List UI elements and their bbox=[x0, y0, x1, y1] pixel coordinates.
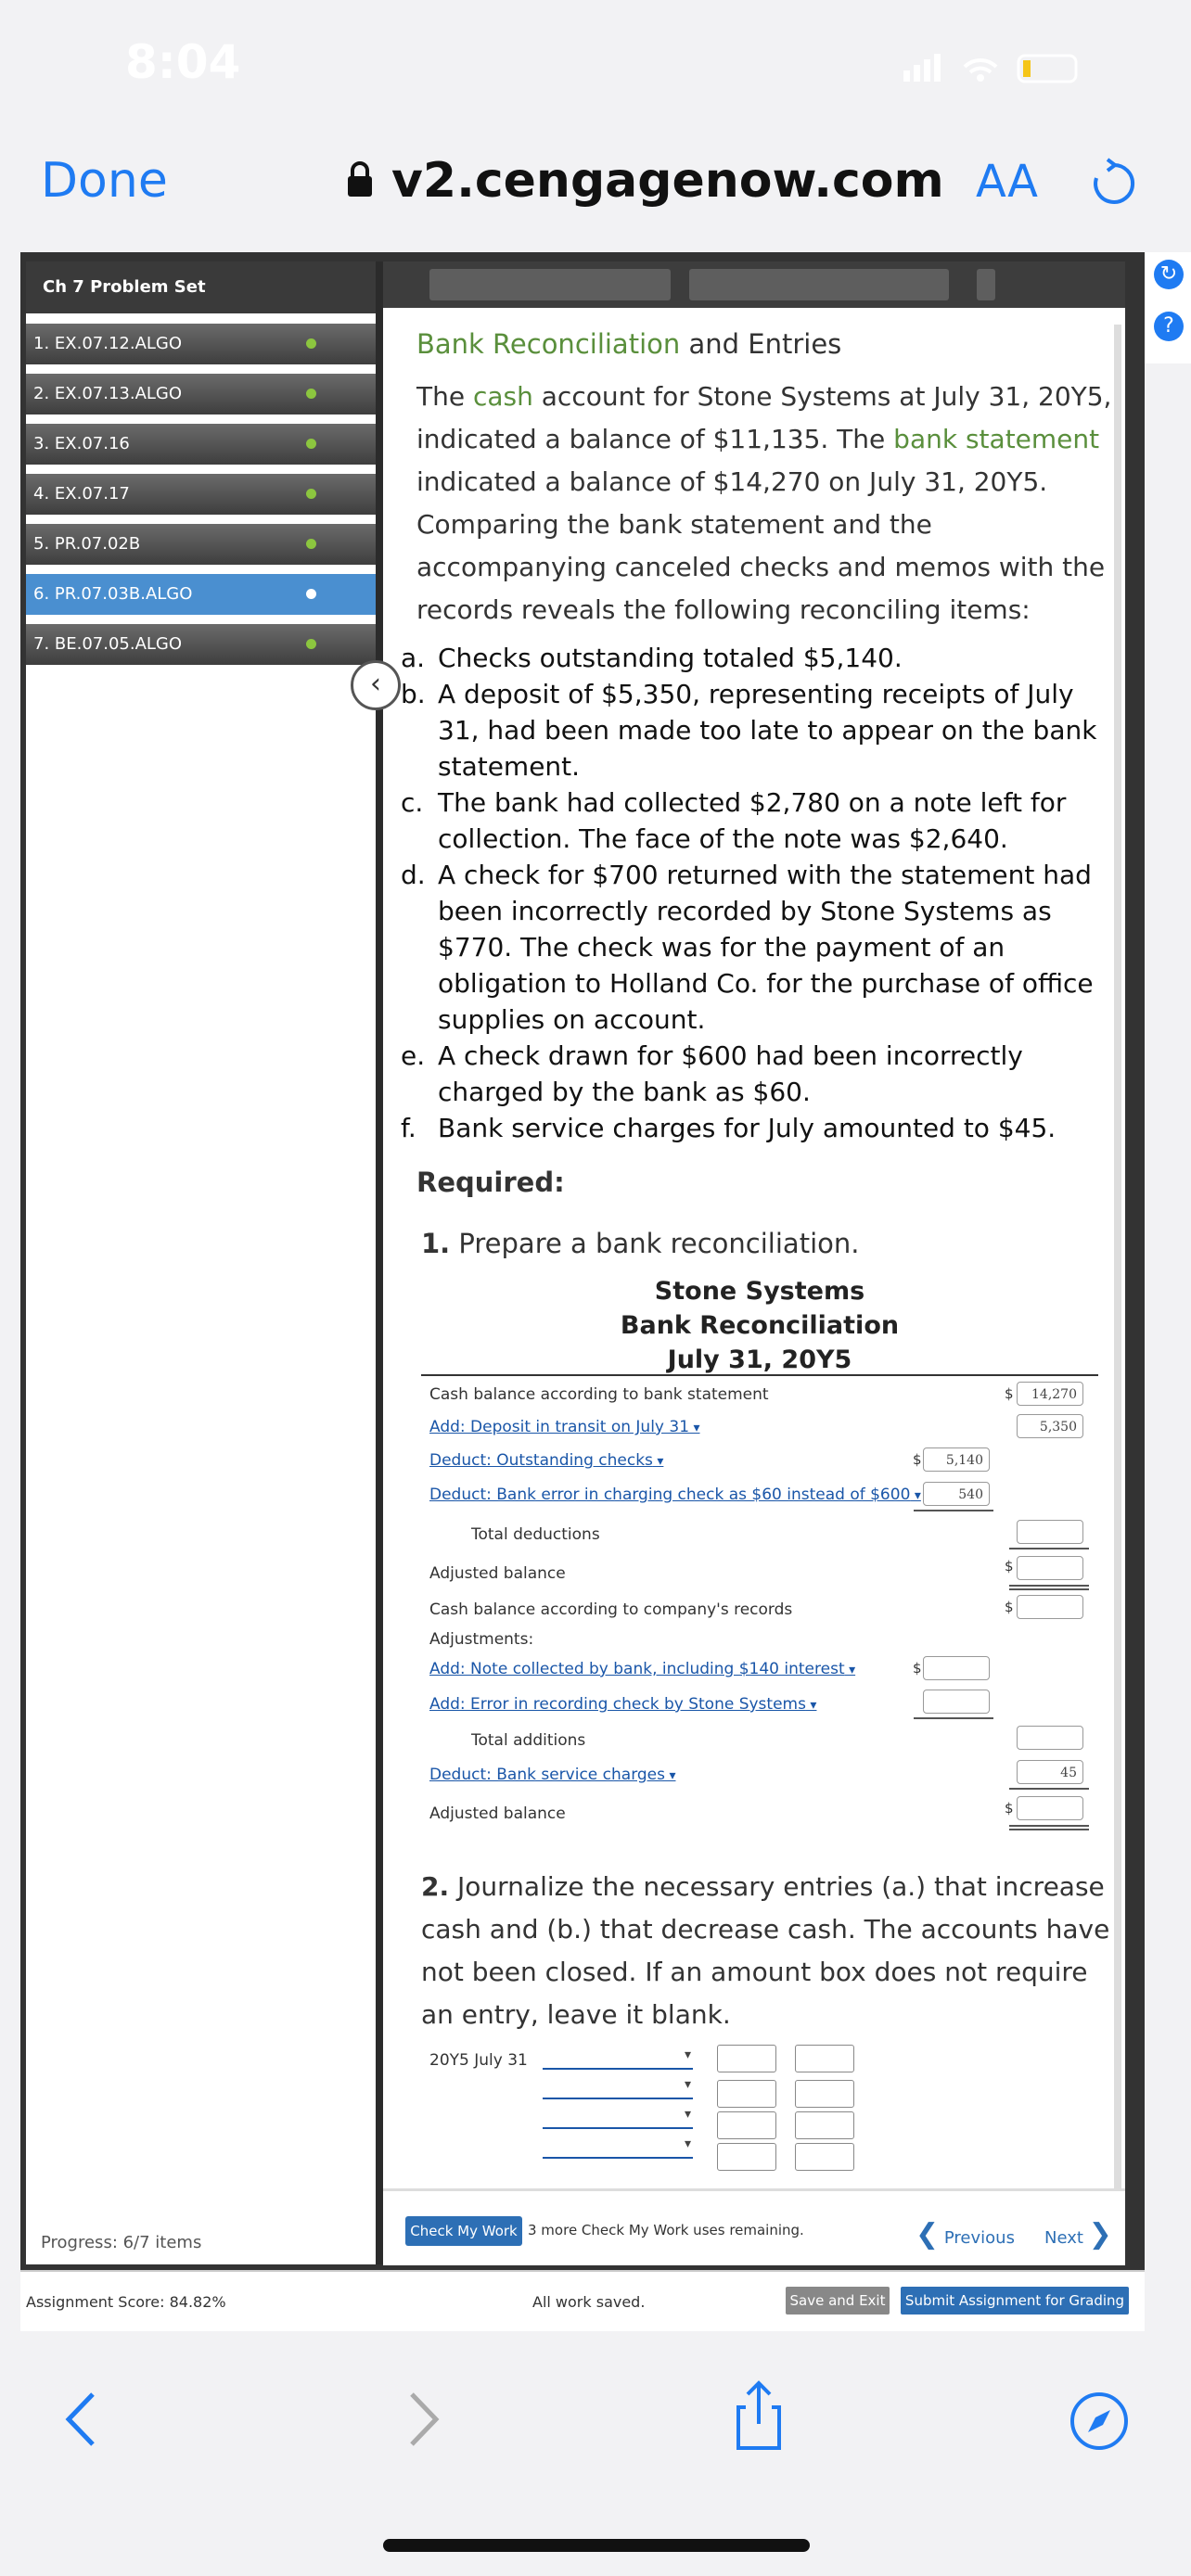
item-text: A deposit of $5,350, representing receipts of July 31, had been made too late to appear on the bank statement. bbox=[438, 679, 1097, 782]
adjustments-label: Adjustments: bbox=[429, 1630, 534, 1649]
bank-balance-input[interactable]: 14,270 bbox=[1017, 1382, 1083, 1406]
item-text: The bank had collected $2,780 on a note left for collection. The face of the note was $2,640. bbox=[438, 787, 1067, 854]
previous-label: Previous bbox=[943, 2228, 1015, 2248]
journal-account-select-3[interactable] bbox=[543, 2107, 693, 2129]
status-dot-icon bbox=[306, 539, 316, 549]
sidebar-item-label: 7. BE.07.05.ALGO bbox=[33, 634, 183, 654]
toolbar-menu-icon[interactable] bbox=[977, 269, 995, 300]
item-text: A check for $700 returned with the statement had been incorrectly recorded by Stone Systems as $770. The check was for the payment of an obligation to Holland Co. for the purchase of office supplies on account. bbox=[438, 860, 1094, 1035]
journal-debit-input-3[interactable] bbox=[717, 2111, 776, 2139]
status-dot-icon bbox=[306, 639, 316, 649]
question-text: Prepare a bank reconciliation. bbox=[458, 1228, 860, 1259]
status-dot-icon bbox=[306, 389, 316, 399]
text-size-button[interactable]: AA bbox=[976, 156, 1039, 208]
list-item bbox=[401, 1110, 1106, 1146]
title-link[interactable]: Bank Reconciliation bbox=[416, 328, 681, 360]
sidebar-item-4[interactable] bbox=[26, 474, 376, 515]
recording-error-input[interactable] bbox=[923, 1690, 990, 1714]
total-additions-label: Total additions bbox=[471, 1731, 586, 1750]
list-item bbox=[401, 857, 1106, 1038]
reload-icon[interactable] bbox=[1087, 158, 1139, 210]
statement-title: Bank Reconciliation bbox=[620, 1311, 900, 1340]
submit-assignment-button[interactable]: Submit Assignment for Grading bbox=[901, 2287, 1129, 2315]
adjusted-balance-label: Adjusted balance bbox=[429, 1804, 566, 1823]
save-status: All work saved. bbox=[532, 2293, 646, 2311]
sidebar-item-7[interactable] bbox=[26, 624, 376, 665]
sidebar-item-1[interactable] bbox=[26, 324, 376, 364]
divider bbox=[421, 1374, 1098, 1376]
subtotal-rule bbox=[914, 1717, 993, 1719]
address-url[interactable]: v2.cengagenow.com bbox=[391, 153, 944, 209]
adjusted-balance-input[interactable] bbox=[1017, 1556, 1083, 1580]
adjusted-balance-label: Adjusted balance bbox=[429, 1564, 566, 1583]
reconciliation-header bbox=[421, 1274, 1098, 1377]
assignment-score: Assignment Score: 84.82% bbox=[26, 2293, 226, 2311]
status-icons bbox=[900, 48, 1122, 85]
journal-credit-input-4[interactable] bbox=[795, 2143, 854, 2171]
sidebar-item-5[interactable] bbox=[26, 524, 376, 565]
help-icon[interactable]: ? bbox=[1154, 312, 1184, 341]
total-additions-input[interactable] bbox=[1017, 1726, 1083, 1750]
deposit-select[interactable]: Add: Deposit in transit on July 31 ▾ bbox=[429, 1418, 700, 1436]
item-text: Checks outstanding totaled $5,140. bbox=[438, 643, 903, 673]
journal-credit-input-2[interactable] bbox=[795, 2080, 854, 2108]
question-number: 2. bbox=[421, 1871, 450, 1902]
journal-debit-input-2[interactable] bbox=[717, 2080, 776, 2108]
statement-date: July 31, 20Y5 bbox=[667, 1345, 852, 1374]
item-text: Bank service charges for July amounted to $45. bbox=[438, 1113, 1057, 1143]
checks-input[interactable]: 5,140 bbox=[923, 1447, 990, 1472]
status-dot-icon bbox=[306, 489, 316, 499]
deduct-checks-select[interactable]: Deduct: Outstanding checks ▾ bbox=[429, 1451, 663, 1470]
sidebar-item-label: 3. EX.07.16 bbox=[33, 434, 130, 453]
previous-button[interactable] bbox=[916, 2218, 1015, 2251]
currency-symbol: $ bbox=[913, 1451, 922, 1468]
currency-symbol: $ bbox=[1005, 1800, 1014, 1817]
next-label: Next bbox=[1044, 2228, 1083, 2248]
status-dot-icon bbox=[306, 589, 316, 599]
sidebar-item-label: 1. EX.07.12.ALGO bbox=[33, 334, 183, 353]
total-double-rule bbox=[1009, 1585, 1089, 1587]
deduct-error-select[interactable]: Deduct: Bank error in charging check as $60 instead of $600 ▾ bbox=[429, 1486, 921, 1504]
add-note-select[interactable]: Add: Note collected by bank, including $140 interest ▾ bbox=[429, 1660, 855, 1678]
item-text: A check drawn for $600 had been incorrectly charged by the bank as $60. bbox=[438, 1040, 1023, 1107]
refresh-help-icon[interactable]: ↻ bbox=[1154, 260, 1184, 289]
question-number: 1. bbox=[421, 1228, 451, 1259]
problem-intro bbox=[416, 376, 1121, 631]
currency-symbol: $ bbox=[1005, 1558, 1014, 1575]
journal-date: 20Y5 July 31 bbox=[429, 2051, 528, 2070]
bank-balance-label: Cash balance according to bank statement bbox=[429, 1385, 769, 1404]
glossary-link-cash[interactable]: cash bbox=[472, 381, 533, 412]
share-icon[interactable] bbox=[733, 2379, 785, 2454]
list-item bbox=[401, 1038, 1106, 1110]
total-double-rule bbox=[1009, 1825, 1089, 1827]
forward-icon[interactable] bbox=[404, 2389, 445, 2450]
total-double-rule bbox=[1009, 1829, 1089, 1830]
journal-account-select-2[interactable] bbox=[543, 2077, 693, 2099]
journal-account-select-1[interactable] bbox=[543, 2047, 693, 2070]
question-1 bbox=[421, 1228, 859, 1259]
subtotal-rule bbox=[914, 1510, 993, 1511]
journal-credit-input-1[interactable] bbox=[795, 2045, 854, 2072]
add-error-select[interactable]: Add: Error in recording check by Stone Systems ▾ bbox=[429, 1695, 816, 1714]
progress-text: Progress: 6/7 items bbox=[41, 2233, 202, 2252]
item-letter: e. bbox=[401, 1040, 426, 1071]
adjusted-balance-2-input[interactable] bbox=[1017, 1796, 1083, 1820]
item-letter: c. bbox=[401, 787, 424, 818]
note-collected-input[interactable] bbox=[923, 1656, 990, 1680]
required-heading: Required: bbox=[416, 1167, 565, 1198]
sidebar-item-label: 6. PR.07.03B.ALGO bbox=[33, 584, 193, 604]
toolbar-segment[interactable] bbox=[689, 269, 949, 300]
company-balance-label: Cash balance according to company's records bbox=[429, 1600, 793, 1619]
chevron-left-icon: ❮ bbox=[916, 2218, 940, 2251]
service-charges-input[interactable]: 45 bbox=[1017, 1760, 1083, 1784]
status-dot-icon bbox=[306, 439, 316, 449]
journal-credit-input-3[interactable] bbox=[795, 2111, 854, 2139]
sidebar-item-6[interactable] bbox=[26, 574, 376, 615]
list-item bbox=[401, 676, 1106, 784]
sidebar-title: Ch 7 Problem Set bbox=[26, 261, 376, 313]
glossary-link-bank-statement[interactable]: bank statement bbox=[893, 424, 1100, 454]
check-work-note: 3 more Check My Work uses remaining. bbox=[528, 2222, 804, 2238]
sidebar-item-label: 5. PR.07.02B bbox=[33, 534, 141, 554]
sidebar-item-label: 2. EX.07.13.ALGO bbox=[33, 384, 183, 403]
question-2 bbox=[421, 1866, 1115, 2036]
done-button[interactable]: Done bbox=[41, 153, 168, 209]
toolbar-segment[interactable] bbox=[429, 269, 671, 300]
journal-account-select-4[interactable] bbox=[543, 2136, 693, 2159]
problem-title bbox=[416, 323, 1121, 365]
bank-error-input[interactable]: 540 bbox=[923, 1482, 990, 1506]
total-double-rule bbox=[1009, 1588, 1089, 1590]
subtotal-rule bbox=[1009, 1788, 1089, 1790]
total-deductions-label: Total deductions bbox=[471, 1525, 600, 1544]
save-and-exit-button[interactable]: Save and Exit bbox=[786, 2287, 890, 2315]
journal-debit-input-1[interactable] bbox=[717, 2045, 776, 2072]
item-letter: d. bbox=[401, 860, 426, 890]
deduct-service-select[interactable]: Deduct: Bank service charges ▾ bbox=[429, 1766, 675, 1784]
sidebar-item-2[interactable] bbox=[26, 374, 376, 414]
chevron-right-icon: ❯ bbox=[1088, 2218, 1112, 2251]
subtotal-rule bbox=[1009, 1548, 1089, 1549]
panel-divider[interactable] bbox=[376, 261, 383, 2264]
lock-icon bbox=[345, 159, 375, 198]
sidebar-item-label: 4. EX.07.17 bbox=[33, 484, 130, 504]
journal-debit-input-4[interactable] bbox=[717, 2143, 776, 2171]
currency-symbol: $ bbox=[913, 1660, 922, 1677]
sidebar-item-3[interactable] bbox=[26, 424, 376, 465]
back-icon[interactable] bbox=[59, 2389, 100, 2450]
collapse-sidebar-button[interactable]: ‹ bbox=[351, 660, 401, 710]
intro-text: The bbox=[416, 381, 473, 412]
item-letter: b. bbox=[401, 679, 426, 709]
compass-icon[interactable] bbox=[1069, 2391, 1130, 2452]
title-text: and Entries bbox=[680, 328, 842, 360]
question-text: Journalize the necessary entries (a.) that increase cash and (b.) that decrease cash. The accounts have not been closed. If an amount box does not require an entry, leave it blank. bbox=[421, 1871, 1110, 2030]
company-name: Stone Systems bbox=[654, 1277, 865, 1306]
status-dot-icon bbox=[306, 338, 316, 349]
list-item bbox=[401, 784, 1106, 857]
item-letter: a. bbox=[401, 643, 426, 673]
status-clock: 8:04 bbox=[125, 35, 241, 89]
currency-symbol: $ bbox=[1005, 1385, 1014, 1402]
check-my-work-button[interactable]: Check My Work bbox=[405, 2216, 522, 2246]
item-letter: f. bbox=[401, 1113, 416, 1143]
home-indicator bbox=[383, 2539, 810, 2552]
next-button[interactable] bbox=[1044, 2218, 1112, 2251]
company-balance-input[interactable] bbox=[1017, 1595, 1083, 1619]
top-toolbar bbox=[383, 261, 1125, 308]
currency-symbol: $ bbox=[1005, 1599, 1014, 1615]
total-deductions-input[interactable] bbox=[1017, 1520, 1083, 1544]
list-item bbox=[401, 640, 1106, 676]
intro-text: account for Stone Systems at July 31, 20Y5, indicated a balance of $11,135. The bbox=[416, 381, 1112, 454]
deposit-input[interactable]: 5,350 bbox=[1017, 1414, 1083, 1438]
intro-text: indicated a balance of $14,270 on July 31, 20Y5. Comparing the bank statement and the accompanying canceled checks and memos with the records reveals the following reconciling items: bbox=[416, 466, 1106, 625]
